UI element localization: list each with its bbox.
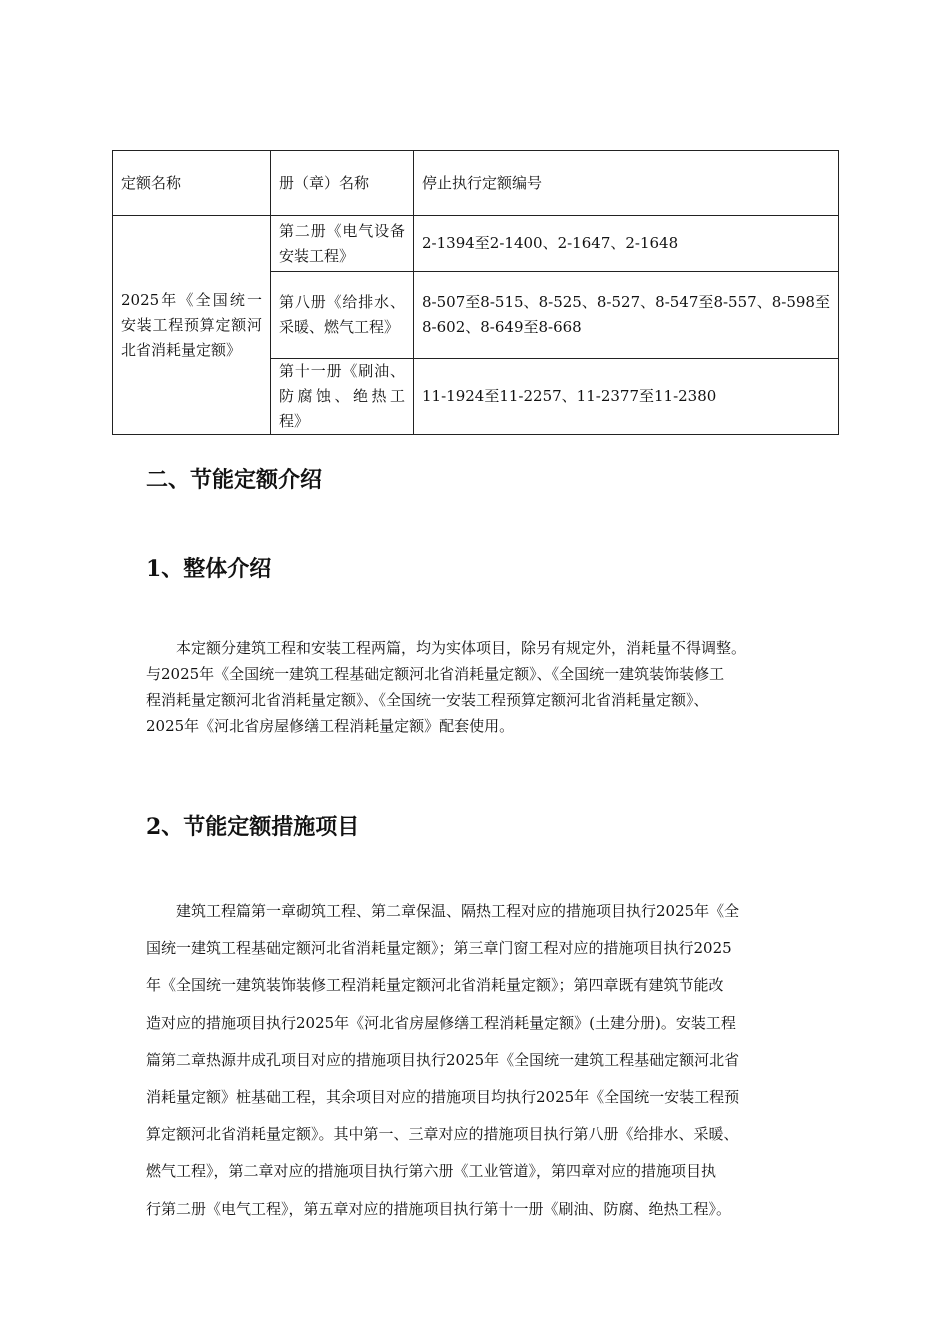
volume-cell: 第十一册《刷油、防腐蚀、绝热工程》 (271, 359, 414, 435)
table-row (113, 216, 839, 272)
codes-cell: 2-1394至2-1400、2-1647、2-1648 (414, 216, 839, 272)
paragraph-line: 篇第二章热源井成孔项目对应的措施项目执行2025年《全国统一建筑工程基础定额河北省 (146, 1050, 740, 1069)
subsection-heading-measures: 2、节能定额措施项目 (146, 814, 360, 840)
paragraph-line: 国统一建筑工程基础定额河北省消耗量定额》；第三章门窗工程对应的措施项目执行2025 (146, 939, 732, 958)
volume-cell: 第二册《电气设备安装工程》 (271, 216, 414, 272)
paragraph-line: 与2025年《全国统一建筑工程基础定额河北省消耗量定额》、《全国统一建筑装饰装修工 (146, 665, 725, 683)
subsection-heading-overview: 1、整体介绍 (146, 556, 272, 582)
paragraph-line: 建筑工程篇第一章砌筑工程、第二章保温、隔热工程对应的措施项目执行2025年《全 (176, 902, 740, 920)
paragraph-line: 燃气工程》，第二章对应的措施项目执行第六册《工业管道》，第四章对应的措施项目执 (146, 1162, 717, 1181)
table-header-row (113, 151, 839, 216)
overview-paragraph (146, 635, 806, 739)
codes-cell: 11-1924至11-2257、11-2377至11-2380 (414, 359, 839, 435)
volume-cell: 第八册《给排水、采暖、燃气工程》 (271, 272, 414, 359)
header-stopped-codes: 停止执行定额编号 (414, 151, 839, 216)
section-heading: 二、节能定额介绍 (146, 467, 323, 493)
paragraph-line: 行第二册《电气工程》，第五章对应的措施项目执行第十一册《刷油、防腐、绝热工程》。 (146, 1199, 732, 1218)
stopped-quota-table (112, 150, 839, 435)
header-volume-name: 册（章）名称 (271, 151, 414, 216)
paragraph-line: 程消耗量定额河北省消耗量定额》、《全国统一安装工程预算定额河北省消耗量定额》、 (146, 691, 709, 709)
paragraph-line: 算定额河北省消耗量定额》。其中第一、三章对应的措施项目执行第八册《给排水、采暖、 (146, 1125, 739, 1144)
header-quota-name: 定额名称 (113, 151, 271, 216)
quota-name-cell: 2025年《全国统一安装工程预算定额河北省消耗量定额》 (113, 216, 271, 435)
paragraph-line: 本定额分建筑工程和安装工程两篇，均为实体项目，除另有规定外，消耗量不得调整。 (176, 639, 747, 657)
paragraph-line: 2025年《河北省房屋修缮工程消耗量定额》配套使用。 (146, 717, 515, 735)
measures-paragraph (146, 893, 806, 1228)
paragraph-line: 消耗量定额》桩基础工程，其余项目对应的措施项目均执行2025年《全国统一安装工程预 (146, 1088, 740, 1107)
paragraph-line: 年《全国统一建筑装饰装修工程消耗量定额河北省消耗量定额》；第四章既有建筑节能改 (146, 976, 724, 995)
codes-cell: 8-507至8-515、8-525、8-527、8-547至8-557、8-598至8-602、8-649至8-668 (414, 272, 839, 359)
paragraph-line: 造对应的措施项目执行2025年《河北省房屋修缮工程消耗量定额》(土建分册)。安装工程 (146, 1013, 736, 1032)
